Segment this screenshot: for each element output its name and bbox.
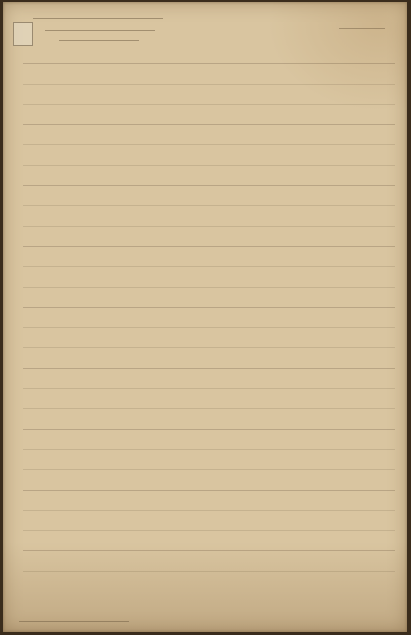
- text-line: [23, 348, 395, 368]
- text-line: [23, 409, 395, 429]
- text-line: [23, 267, 395, 287]
- text-line: [23, 105, 395, 125]
- text-line: [23, 450, 395, 470]
- text-line: [23, 85, 395, 105]
- text-line: [23, 64, 395, 84]
- folio-number: [339, 10, 385, 29]
- text-line: [23, 145, 395, 165]
- text-line: [23, 430, 395, 450]
- text-line: [23, 531, 395, 551]
- text-line: [23, 227, 395, 247]
- text-block: [23, 44, 395, 572]
- text-line: [23, 186, 395, 206]
- text-line: [23, 125, 395, 145]
- text-line: [23, 247, 395, 267]
- text-line: [23, 206, 395, 226]
- text-line: [23, 491, 395, 511]
- text-line: [23, 551, 395, 571]
- text-line: [23, 511, 395, 531]
- text-line: [23, 369, 395, 389]
- text-line: [23, 389, 395, 409]
- text-line: [23, 308, 395, 328]
- margin-notes: [25, 8, 185, 44]
- text-line: [23, 44, 395, 64]
- text-line: [23, 470, 395, 490]
- text-line: [23, 328, 395, 348]
- text-line: [23, 288, 395, 308]
- text-line: [23, 166, 395, 186]
- manuscript-page: [3, 2, 407, 632]
- catchword: [19, 605, 129, 622]
